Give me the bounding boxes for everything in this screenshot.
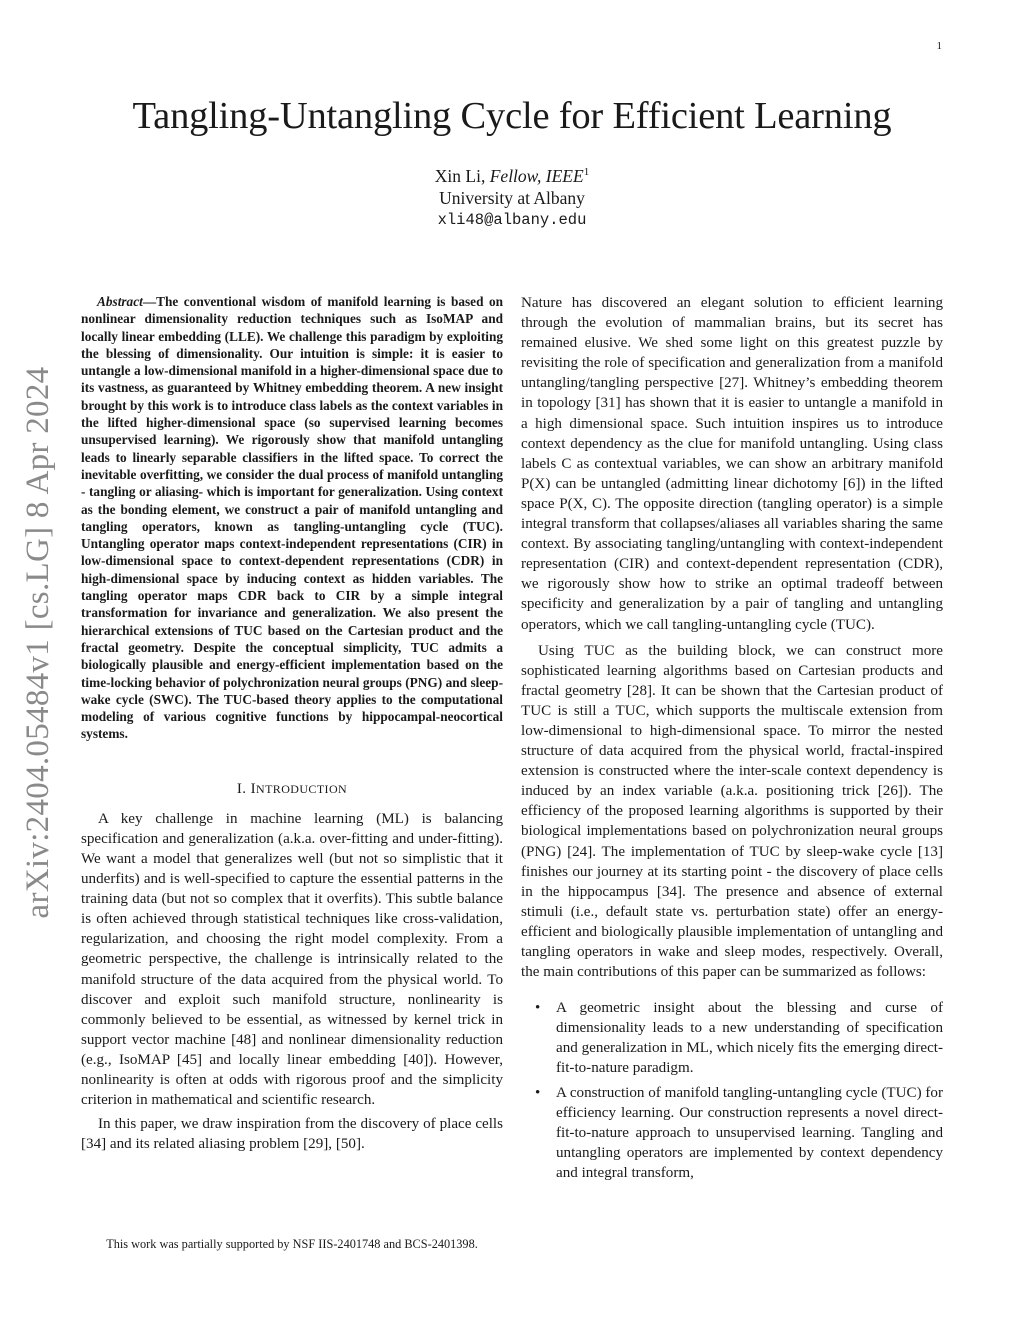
section-title-rest: NTRODUCTION (256, 781, 348, 796)
author-title: Fellow, IEEE (489, 165, 584, 186)
bullet-glyph: • (535, 1084, 541, 1101)
contribution-item (521, 1083, 943, 1183)
section-numeral: I. (236, 780, 251, 797)
author-line (0, 161, 1024, 187)
author-email: xli48@albany.edu (437, 210, 587, 229)
contribution-text: A geometric insight about the blessing and curse of dimensionality leads to a new understanding of specification and generalization in ML, which nicely fits the emerging direct-fit-to-nature paradigm. (556, 1000, 943, 1077)
left-column (81, 293, 503, 1154)
author-block (0, 161, 1024, 231)
arxiv-stamp-text: arXiv:2404.05484v1 [cs.LG] 8 Apr 2024 (19, 366, 56, 919)
intro-paragraph: In this paper, we draw inspiration from the discovery of place cells [34] and its related aliasing problem [29], [50]. (81, 1116, 503, 1153)
abstract (81, 293, 503, 743)
section-initial: I (250, 780, 257, 797)
abstract-label: Abstract (97, 294, 143, 309)
body-paragraph: Using TUC as the building block, we can construct more sophisticated learning algorithms based on Cartesian products and fractal geometry [28]. It can be shown that the Cartesian product of TUC is still a TUC, which supports the multiscale extension from low-dimensional to high-dimensional space. To mirror the nested structure of data acquired from the physical world, fractal-inspired extension is constructed where the inter-scale context dependency is induced by an index variable (a.k.a. positioning trick [26]). The efficiency of the proposed learning algorithms is supported by their biological implementations based on polychronization neural groups (PNG) [24]. The implementation of TUC by sleep-wake cycle [13] finishes our journey at its starting point - the discovery of place cells in the hippocampus [34]. The presence and absence of external stimuli (i.e., default state vs. perturbation state) offer an energy-efficient and biologically plausible implementation of untangling and tangling operators in wake and sleep modes, respectively. Overall, the main contributions of this paper can be summarized as follows: (521, 642, 943, 981)
abstract-dash: — (142, 294, 157, 309)
body-paragraph: Nature has discovered an elegant solution to efficient learning through the evolution of mammalian brains, but its secret has remained elusive. We shed some light on this greatest puzzle by revisiting the role of specification and generalization from a manifold untangling/tangling perspective [27]. Whitney’s embedding theorem in topology [31] has shown that it is easier to untangle a manifold in a high dimensional space. Such intuition inspires us to introduce context dependency as the clue for manifold untangling. Using class labels C as contextual variables, we can show an arbitrary manifold P(X) can be untangled (admitting linear dichotomy [6]) in the lifted space P(X, C). The opposite direction (tangling operator) is a simple integral transform that collapses/aliases all variables sharing the same context. By associating tangling/untangling with context-independent representation (CIR) and context-dependent representation (CDR), we rigorously show how to strike an optimal tradeoff between specificity and generalization by a pair of tangling and untangling operators, which we call tangling-untangling cycle (TUC). (521, 295, 943, 633)
funding-footnote: This work was partially supported by NSF IIS-2401748 and BCS-2401398. (106, 1237, 478, 1251)
page-number: 1 (936, 40, 942, 52)
section-heading-introduction (81, 779, 503, 799)
paper-title: Tangling-Untangling Cycle for Efficient Learning (132, 95, 892, 137)
arxiv-stamp (8, 0, 68, 935)
author-superscript: 1 (583, 166, 590, 178)
contributions-list (521, 998, 943, 1183)
author-affiliation: University at Albany (439, 187, 585, 208)
contribution-text: A construction of manifold tangling-untangling cycle (TUC) for efficiency learning. Our construction represents a novel direct-fit-to-nature approach to unsupervised learning. Tangling and untangling operators are implemented by context dependency and integral transform, (556, 1084, 943, 1181)
right-column (521, 293, 943, 1187)
contribution-item (521, 998, 943, 1078)
author-name: Xin Li, (434, 165, 490, 186)
bullet-glyph: • (535, 1000, 541, 1017)
abstract-text: The conventional wisdom of manifold learning is based on nonlinear dimensionality reduction techniques such as IsoMAP and locally linear embedding (LLE). We challenge this paradigm by exploiting the blessing of dimensionality. Our intuition is simple: it is easier to untangle a low-dimensional manifold in a higher-dimensional space due to its vastness, as guaranteed by Whitney embedding theorem. A new insight brought by this work is to introduce class labels as the context variables in the lifted higher-dimensional space (so supervised learning becomes unsupervised learning). We rigorously show that manifold untangling leads to linearly separable classifiers in the lifted space. To correct the inevitable overfitting, we consider the dual process of manifold untangling - tangling or aliasing- which is important for generalization. Using context as the bonding element, we construct a pair of manifold untangling and tangling operators, known as tangling-untangling cycle (TUC). Untangling operator maps context-independent representations (CIR) in low-dimensional space to context-dependent representations (CDR) in high-dimensional space by inducing context as hidden variables. The tangling operator maps CDR back to CIR by a simple integral transformation for invariance and generalization. We also present the hierarchical extensions of TUC based on the Cartesian product and the fractal geometry. Despite the conceptual simplicity, TUC admits a biologically plausible and energy-efficient implementation based on the time-locking behavior of polychronization neural groups (PNG) and sleep-wake cycle (SWC). The TUC-based theory applies to the computational modeling of various cognitive functions by hippocampal-neocortical systems. (81, 294, 503, 742)
intro-paragraph: A key challenge in machine learning (ML) is balancing specification and generalization (a.k.a. over-fitting and under-fitting). We want a model that generalizes well (but not so simplistic that it underfits) and is well-specified to capture the essential patterns in the training data (but not so complex that it overfits). This subtle balance is often achieved through statistical techniques like cross-validation, regularization, and choosing the right model complexity. From a geometric perspective, the challenge is intrinsically related to the manifold structure of the data acquired from the physical world. To discover and exploit such manifold structure, nonlinearity is commonly believed to be essential, as witnessed by kernel trick in support vector machine [48] and nonlinear dimensionality reduction (e.g., IsoMAP [45] and locally linear embedding [40]). However, nonlinearity is often at odds with rigorous proof and the simplicity criterion in mathematical and scientific research. (81, 810, 503, 1109)
